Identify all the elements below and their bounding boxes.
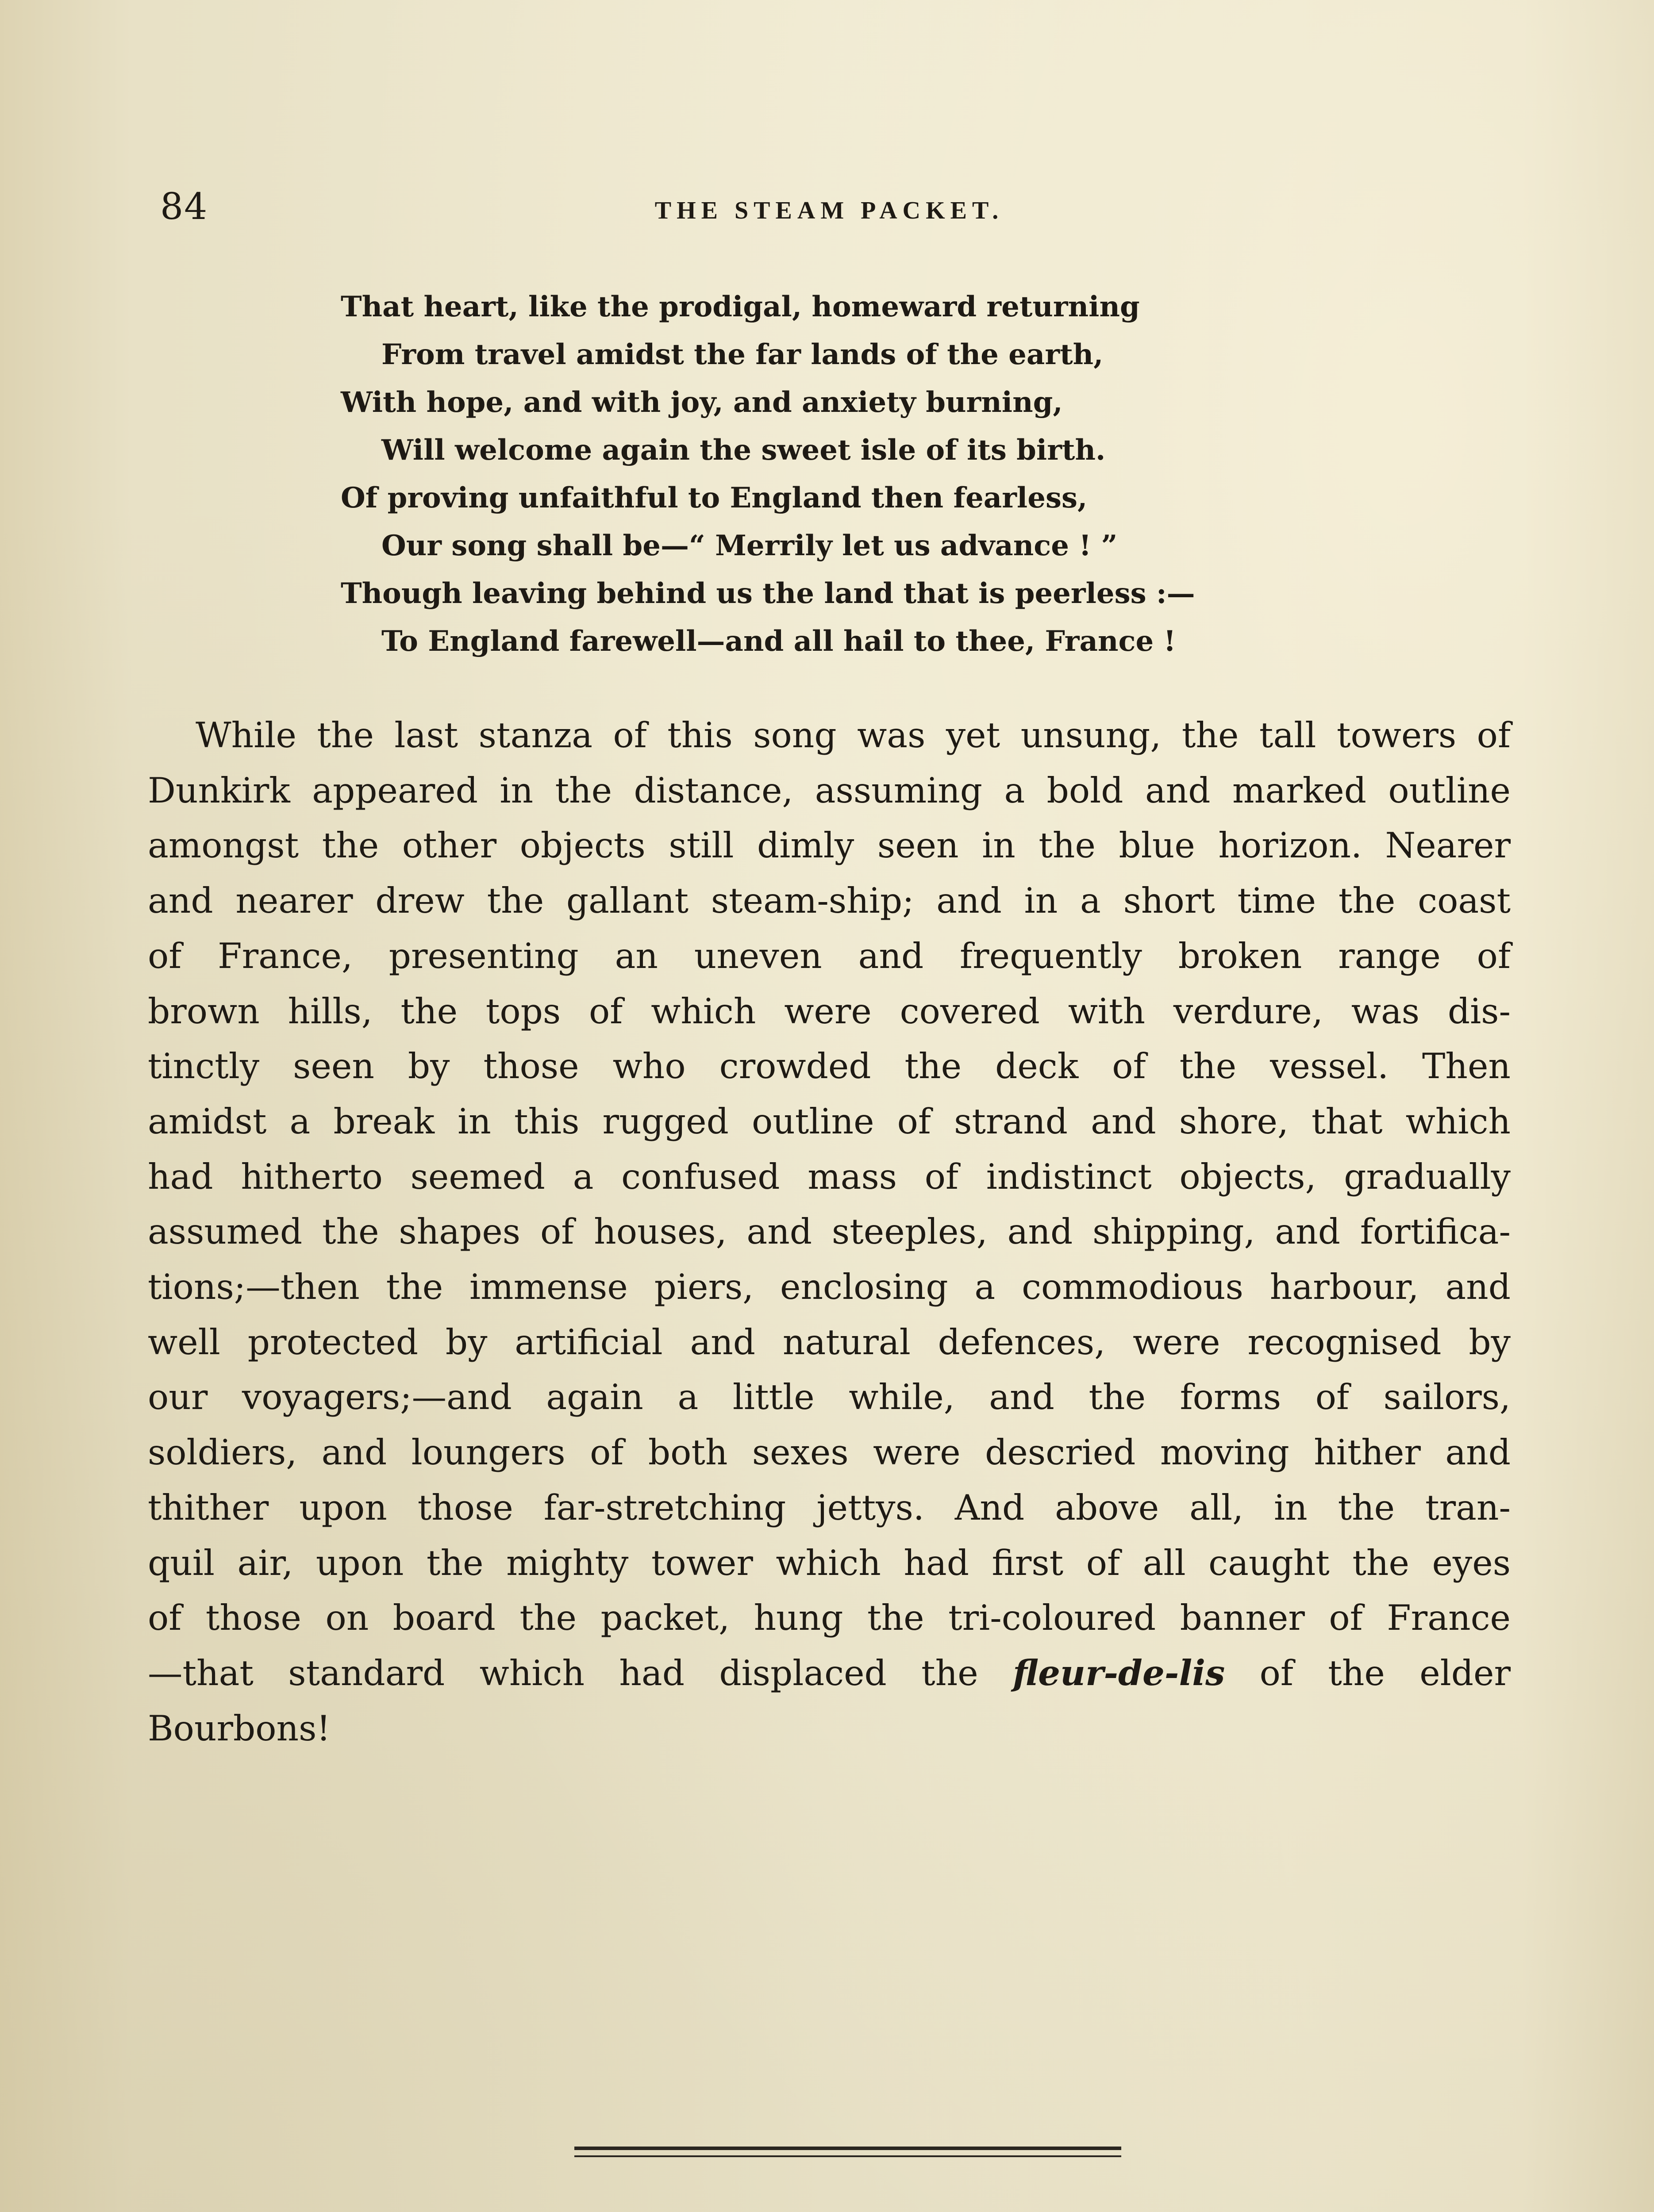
section-divider-rule — [574, 2147, 1121, 2150]
body-line: well protected by artificial and natural defences, were recognised by — [148, 1321, 1511, 1363]
italic-phrase: fleur-de-lis — [1013, 1652, 1225, 1694]
poem-line: Will welcome again the sweet isle of its birth. — [381, 434, 1106, 467]
body-line: and nearer drew the gallant steam-ship; and in a short time the coast — [148, 880, 1511, 922]
body-line: quil air, upon the mighty tower which had first of all caught the eyes — [148, 1542, 1511, 1583]
body-text: —that standard which had displaced the — [148, 1652, 978, 1694]
poem-line: Though leaving behind us the land that is peerless :— — [341, 577, 1195, 610]
body-paragraph — [148, 708, 1511, 1756]
body-line — [148, 1646, 1511, 1701]
body-line: of France, presenting an uneven and frequently broken range of — [148, 935, 1511, 976]
body-line: thither upon those far-stretching jettys. And above all, in the tran- — [148, 1487, 1511, 1528]
body-line: tions;—then the immense piers, enclosing a commodious harbour, and — [148, 1267, 1511, 1308]
body-line: brown hills, the tops of which were covered with verdure, was dis- — [148, 991, 1511, 1032]
body-line: soldiers, and loungers of both sexes were descried moving hither and — [148, 1432, 1511, 1473]
body-line: While the last stanza of this song was yet unsung, the tall towers of — [196, 715, 1511, 756]
running-head — [148, 186, 1511, 239]
poem-line: To England farewell—and all hail to thee, France ! — [381, 625, 1176, 658]
body-line: Bourbons! — [148, 1708, 331, 1749]
body-line: Dunkirk appeared in the distance, assuming a bold and marked outline — [148, 770, 1511, 811]
body-line: of those on board the packet, hung the tri-coloured banner of France — [148, 1598, 1511, 1639]
poem-stanza — [341, 283, 1270, 665]
page-number: 84 — [160, 186, 208, 228]
body-line: assumed the shapes of houses, and steeples, and shipping, and fortifica- — [148, 1211, 1511, 1252]
body-line: our voyagers;—and again a little while, and the forms of sailors, — [148, 1377, 1511, 1418]
poem-line: Of proving unfaithful to England then fearless, — [341, 481, 1088, 515]
poem-line: From travel amidst the far lands of the earth, — [381, 338, 1104, 371]
body-line: had hitherto seemed a confused mass of indistinct objects, gradually — [148, 1156, 1511, 1197]
section-divider-rule — [574, 2155, 1121, 2157]
body-line: amidst a break in this rugged outline of strand and shore, that which — [148, 1101, 1511, 1142]
poem-line: With hope, and with joy, and anxiety burning, — [341, 386, 1063, 419]
body-line: amongst the other objects still dimly seen in the blue horizon. Nearer — [148, 825, 1511, 866]
poem-line: That heart, like the prodigal, homeward returning — [341, 290, 1140, 323]
body-text: of the elder — [1259, 1652, 1511, 1694]
body-line: tinctly seen by those who crowded the deck of the vessel. Then — [148, 1046, 1511, 1087]
running-title: THE STEAM PACKET. — [654, 197, 1004, 224]
poem-line: Our song shall be—“ Merrily let us advance ! ” — [381, 529, 1118, 562]
